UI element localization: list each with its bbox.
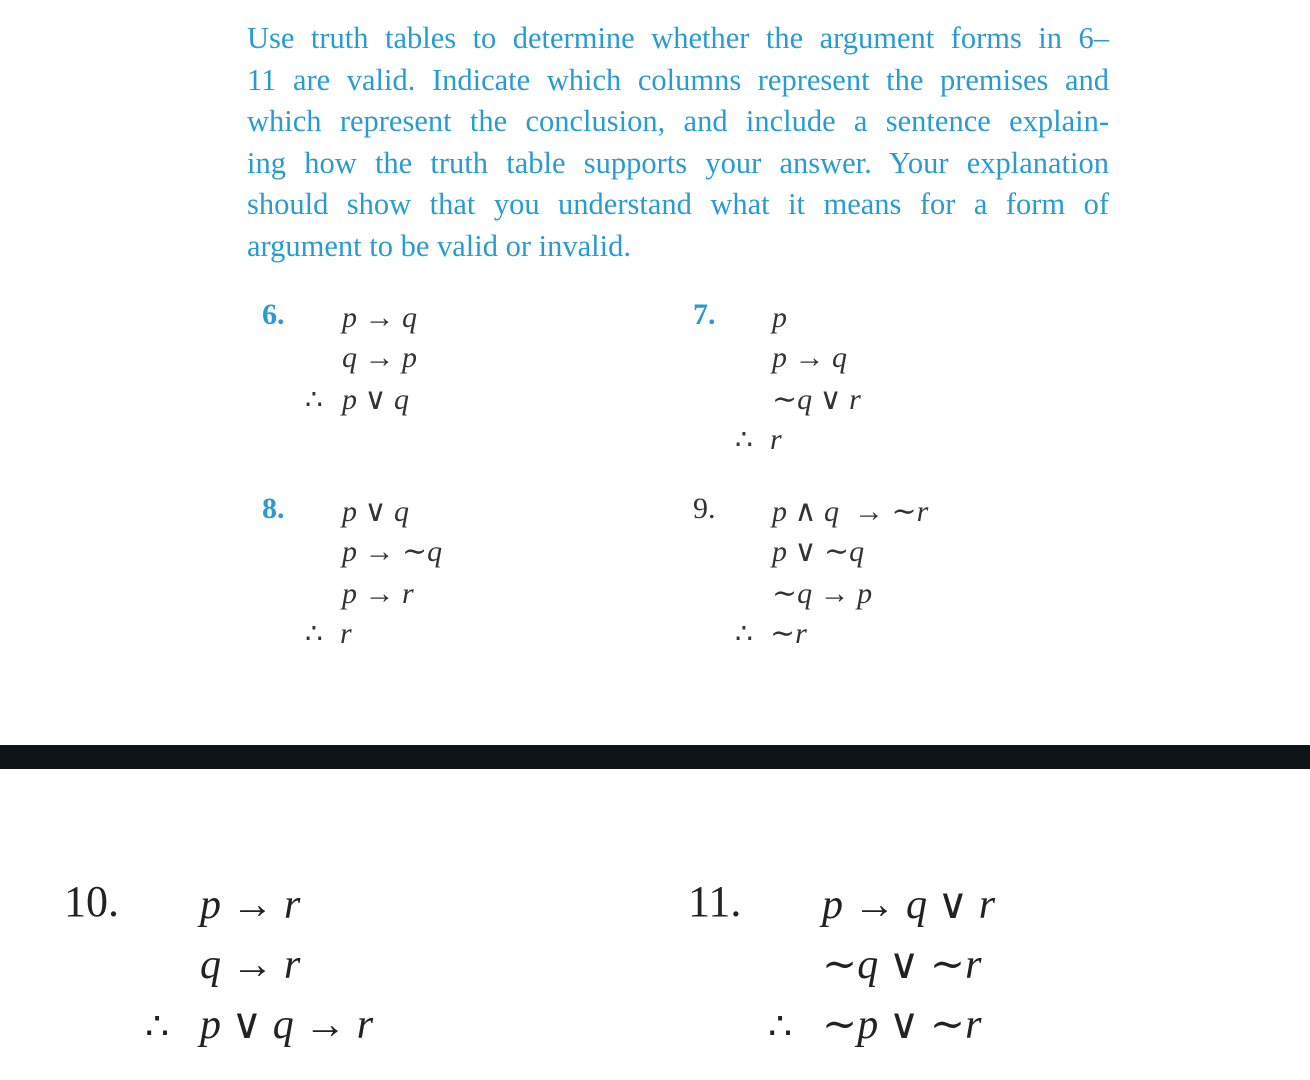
premise: p ∨ ∼q [772,535,865,568]
conclusion: ∼p ∨ ∼r [822,1002,982,1048]
therefore-symbol: ∴ [305,619,323,650]
premise: p → q [342,301,417,334]
conclusion: p ∨ q [342,383,409,416]
premise: p → q [772,341,847,374]
problem-number: 9. [693,492,716,525]
premise: q → r [200,942,301,988]
therefore-symbol: ∴ [735,619,753,650]
premise: p ∨ q [342,495,409,528]
therefore-symbol: ∴ [735,425,753,456]
conclusion: p ∨ q → r [200,1002,374,1048]
conclusion: r [770,423,782,456]
problem-number: 11. [688,877,742,926]
instructions-line: 11 are valid. Indicate which columns represent the premises and [247,62,1109,97]
conclusion: r [340,617,352,650]
premise: ∼q → p [772,577,873,610]
instructions-line: ing how the truth table supports your answer. Your explanation [247,145,1109,180]
therefore-symbol: ∴ [305,385,323,416]
problem-number: 7. [693,298,716,331]
problem-number: 6. [262,298,285,331]
instructions-line: which represent the conclusion, and include a sentence explain- [247,104,1109,138]
premise: p → ∼q [342,535,443,568]
premise: p → r [200,882,301,928]
problem-number: 10. [64,877,119,926]
instructions-line: Use truth tables to determine whether the argument forms in 6– [247,21,1109,55]
therefore-symbol: ∴ [768,1006,793,1048]
problem-number: 8. [262,492,285,525]
premise: p → r [342,577,414,610]
therefore-symbol: ∴ [145,1006,170,1048]
premise: ∼q ∨ r [772,383,861,416]
instructions-paragraph [247,18,1109,267]
instructions-line: argument to be valid or invalid. [247,228,631,263]
conclusion: ∼r [770,617,807,650]
premise: p [772,301,787,334]
premise: q → p [342,341,417,374]
instructions-line: should show that you understand what it means for a form of [247,187,1109,221]
premise: ∼q ∨ ∼r [822,942,982,988]
divider-band [0,745,1310,769]
premise: p → q ∨ r [822,882,996,928]
premise: p ∧ q → ∼r [772,495,929,528]
